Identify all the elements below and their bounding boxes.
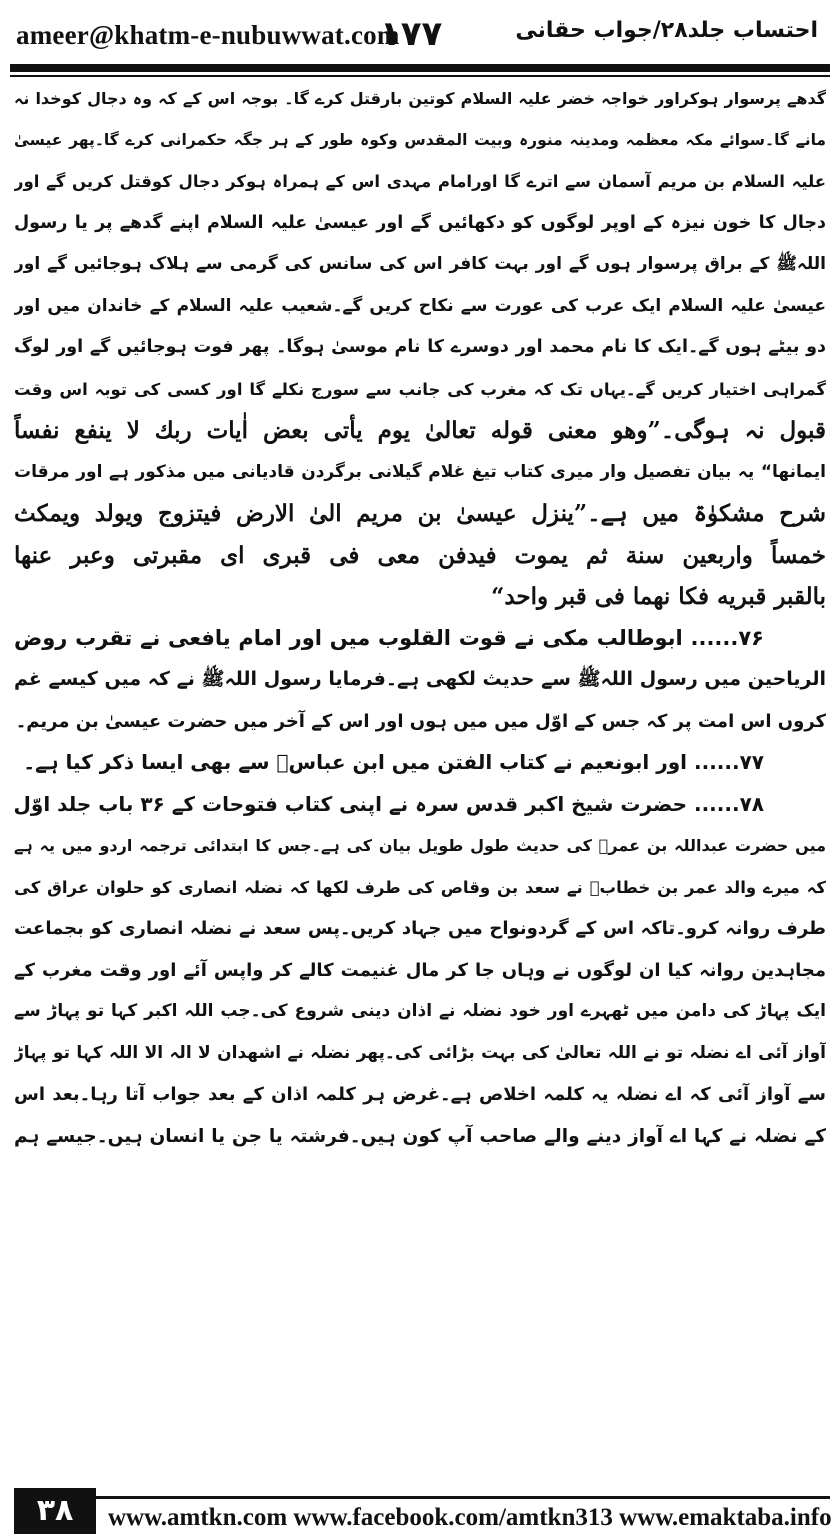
text-line-10: ایمانھا“ یہ بیان تفصیل وار میری کتاب تیغ غلام گیلانی برگردن قادیانی میں مذکور ہے اور مرقات [14,461,826,482]
text-line-5: اللہﷺ کے براق پرسوار ہوں گے اور بہت کافر اس کی سانس کی گرمی سے ہلاک ہوجائیں گے اور [14,254,826,274]
footer-links[interactable]: www.amtkn.com www.facebook.com/amtkn313 www.emaktaba.info [108,1504,832,1531]
text-line-2: مانے گا۔سوائے مکہ معظمہ ومدینہ منورہ وبیت المقدس وکوہ طور کے ہر جگہ حکمرانی کرے گا۔پھر عیسیٰ [14,130,826,149]
text-line-6: عیسیٰ علیہ السلام ایک عرب کی عورت سے نکاح کریں گے۔شعیب علیہ السلام کے خاندان میں اور [14,295,826,316]
text-line-3: علیہ السلام بن مریم آسمان سے اترے گا اورامام مہدی اس کے ہمراہ ہوکر دجال کوقتل کریں گے اور [14,172,826,191]
text-line-19: میں حضرت عبداللہ بن عمرؓ کی حدیث طول طویل بیان کی ہے۔جس کا ابتدائی ترجمہ اردو میں یہ ہے [14,836,826,855]
text-line-24: آواز آئی اے نضلہ تو نے اللہ تعالیٰ کی بہت بڑائی کی۔پھر نضلہ نے اشھدان لا الہ الا اللہ کہا تو پہاڑ [14,1042,826,1063]
text-line-26: کے نضلہ نے کہا اے آواز دینے والے صاحب آپ کون ہیں۔فرشتہ یا جن یا انسان ہیں۔جیسے ہم [14,1125,826,1147]
text-line-11: شرح مشکوٰۃ میں ہے۔”ینزل عیسیٰ بن مریم الیٰ الارض فیتزوج ویولد ویمکث [14,500,826,527]
text-line-23: ایک پہاڑ کی دامن میں ٹھہرے اور خود نضلہ نے اذان دینی شروع کی۔جب اللہ اکبر کہا تو پہاڑ سے [14,1001,826,1021]
text-line-13: بالقبر قبریه فکا نھما فی قبر واحد“ [491,583,826,610]
header-book-title: احتساب جلد۲۸/جواب حقانی [515,18,818,43]
page-footer [0,1480,840,1540]
text-line-18: ۷۸...... حضرت شیخ اکبر قدس سرہ نے اپنی کتاب فتوحات کے ۳۶ باب جلد اوّل [14,791,764,816]
text-line-15: الریاحین میں رسول اللہﷺ سے حدیث لکھی ہے۔فرمایا رسول اللہﷺ نے کہ میں کیسے غم [14,668,826,690]
text-line-20: کہ میرے والد عمر بن خطابؓ نے سعد بن وقاص کی طرف لکھا کہ نضلہ انصاری کو حلوان عراق کی [14,877,826,897]
header-email[interactable]: ameer@khatm-e-nubuwwat.com [16,20,400,50]
page-body-text [14,78,826,1468]
footer-rule [96,1496,830,1499]
text-line-22: مجاہدین روانہ کیا ان لوگوں نے وہاں جا کر مال غنیمت کالے کر واپس آئے اور وقت مغرب کے [14,959,826,981]
page-header [0,0,840,62]
text-line-7: دو بیٹے ہوں گے۔ایک کا نام محمد اور دوسرے کا نام موسیٰ ہوگا۔ پھر فوت ہوجائیں گے اور لوگ [14,337,826,357]
header-rule-thick [10,64,830,72]
text-line-14: ۷۶...... ابوطالب مکی نے قوت القلوب میں اور امام یافعی نے تقرب روض [14,625,764,650]
header-page-number: ۱۷۷ [380,14,443,54]
text-line-8: گمراہی اختیار کریں گے۔یہاں تک کہ مغرب کی جانب سے سورج نکلے گا اور کسی کی توبہ اس وقت [14,379,826,399]
text-line-9: قبول نہ ہوگی۔”وھو معنی قوله تعالیٰ یوم یأتی بعض اٰیات ربك لا ینفع نفساً [14,417,826,444]
text-line-16: کروں اس امت پر کہ جس کے اوّل میں میں ہوں اور اس کے آخر میں حضرت عیسیٰ بن مریم۔ [15,710,826,732]
text-line-4: دجال کا خون نیزہ کے اوپر لوگوں کو دکھائیں گے اور عیسیٰ علیہ السلام اپنے گدھے پر یا رسول [14,212,826,233]
footer-page-number: ۳۸ [14,1488,96,1534]
text-line-12: خمساً واربعین سنة ثم یموت فیدفن معی فی قبری ای مقبرتی وعبر عنھا [14,541,826,569]
text-line-21: طرف روانہ کرو۔تاکہ اس کے گردونواح میں جہاد کریں۔پس سعد نے نضلہ انصاری کو بجماعت [14,918,826,939]
text-line-17: ۷۷...... اور ابونعیم نے کتاب الفتن میں ابن عباسؓ سے بھی ایسا ذکر کیا ہے۔ [23,750,764,774]
header-rule-thin [10,75,830,77]
text-line-25: سے آواز آئی کہ اے نضلہ یہ کلمہ اخلاص ہے۔غرض ہر کلمہ اذان کے بعد جواب آتا رہا۔بعد اس [14,1084,826,1105]
text-line-1: گدھے پرسوار ہوکراور خواجہ خضر علیہ السلام کوتین بارقتل کرے گا۔ بوجہ اس کے کہ وہ دجال کوخدا نہ [14,89,826,108]
